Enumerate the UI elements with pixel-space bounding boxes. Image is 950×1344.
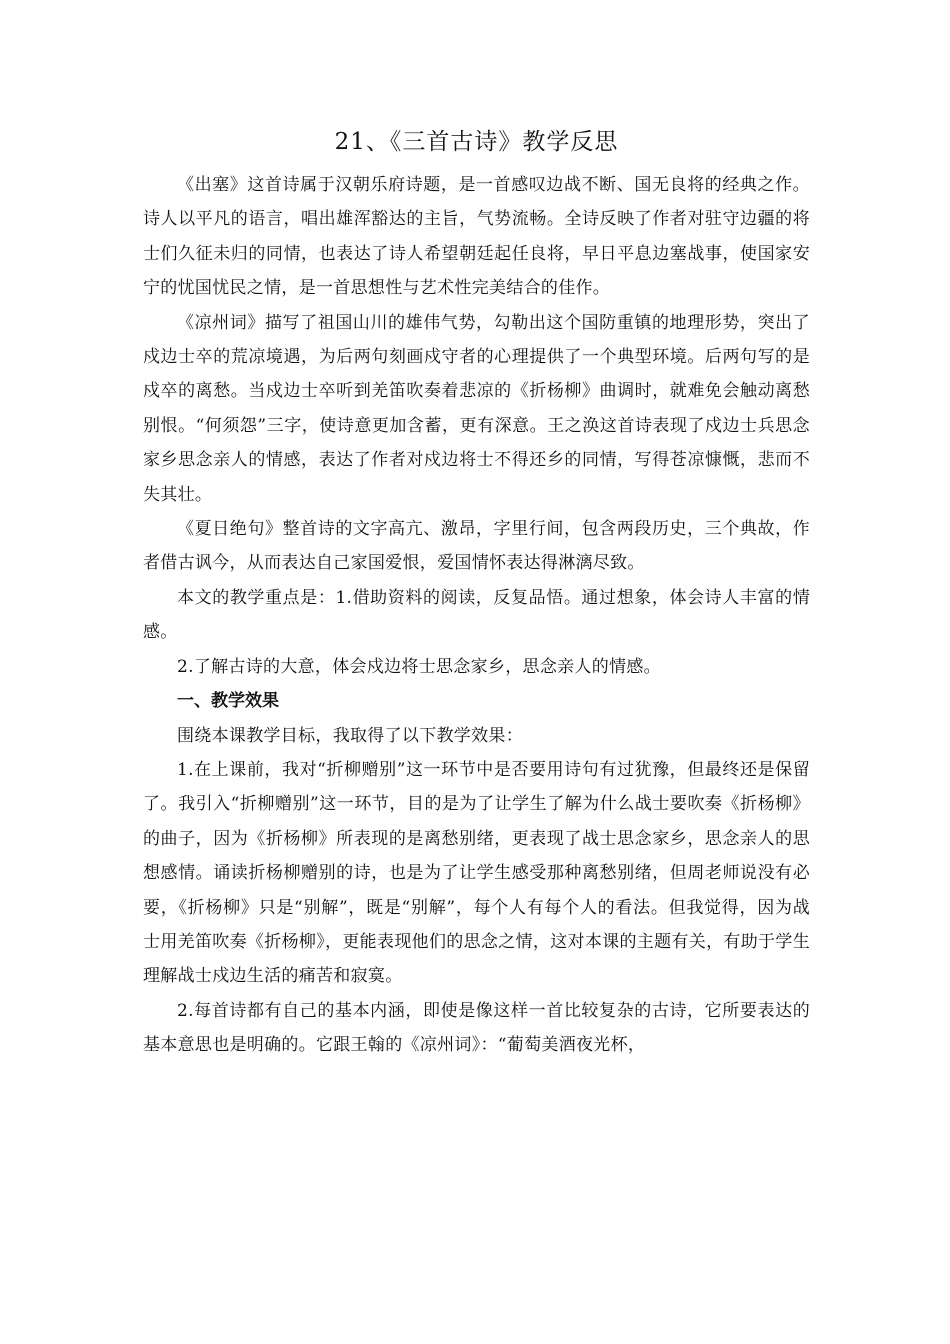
paragraph-effect-1: 1.在上课前，我对“折柳赠别”这一环节中是否要用诗句有过犹豫，但最终还是保留了。我引入“折柳赠别”这一环节，目的是为了让学生了解为什么战士要吹奏《折杨柳》的曲子，因为《折杨柳》所表现的是离愁别绪，更表现了战士思念家乡，思念亲人的思想感情。诵读折杨柳赠别的诗，也是为了让学生感受那种离愁别绪，但周老师说没有必要，《折杨柳》只是“别解”，既是“别解”，每个人有每个人的看法。但我觉得，因为战士用羌笛吹奏《折杨柳》，更能表现他们的思念之情，这对本课的主题有关，有助于学生理解战士戍边生活的痛苦和寂寞。 — [143, 759, 810, 987]
section-heading-teaching-effect: 一、教学效果 — [177, 691, 279, 712]
paragraph-effect-2: 2.每首诗都有自己的基本内涵，即使是像这样一首比较复杂的古诗，它所要表达的基本意思也是明确的。它跟王翰的《凉州词》：“葡萄美酒夜光杯， — [143, 1000, 810, 1056]
document-title: 21、《三首古诗》教学反思 — [334, 129, 619, 155]
paragraph-xiarijueju: 《夏日绝句》整首诗的文字高亢、激昂，字里行间，包含两段历史，三个典故，作者借古讽今，从而表达自己家国爱恨，爱国情怀表达得淋漓尽致。 — [143, 519, 810, 574]
paragraph-teaching-focus-1: 本文的教学重点是：1.借助资料的阅读，反复品悟。通过想象，体会诗人丰富的情感。 — [143, 587, 810, 643]
paragraph-liangzhouci: 《凉州词》描写了祖国山川的雄伟气势，勾勒出这个国防重镇的地理形势，突出了戍边士卒的荒凉境遇，为后两句刻画戍守者的心理提供了一个典型环境。后两句写的是戍卒的离愁。当戍边士卒听到羌笛吹奏着悲凉的《折杨柳》曲调时，就难免会触动离愁别恨。“何须怨”三字，使诗意更加含蓄，更有深意。王之涣这首诗表现了戍边士兵思念家乡思念亲人的情感，表达了作者对戍边将士不得还乡的同情，写得苍凉慷慨，悲而不失其壮。 — [143, 312, 810, 505]
document-page — [143, 124, 810, 1063]
paragraph-teaching-focus-2: 2.了解古诗的大意，体会戍边将士思念家乡，思念亲人的情感。 — [177, 656, 661, 677]
paragraph-chusai: 《出塞》这首诗属于汉朝乐府诗题，是一首感叹边战不断、国无良将的经典之作。诗人以平凡的语言，唱出雄浑豁达的主旨，气势流畅。全诗反映了作者对驻守边疆的将士们久征未归的同情，也表达了诗人希望朝廷起任良将，早日平息边塞战事，使国家安宁的忧国忧民之情，是一首思想性与艺术性完美结合的佳作。 — [143, 175, 810, 299]
paragraph-effect-intro: 围绕本课教学目标，我取得了以下教学效果： — [177, 725, 523, 746]
